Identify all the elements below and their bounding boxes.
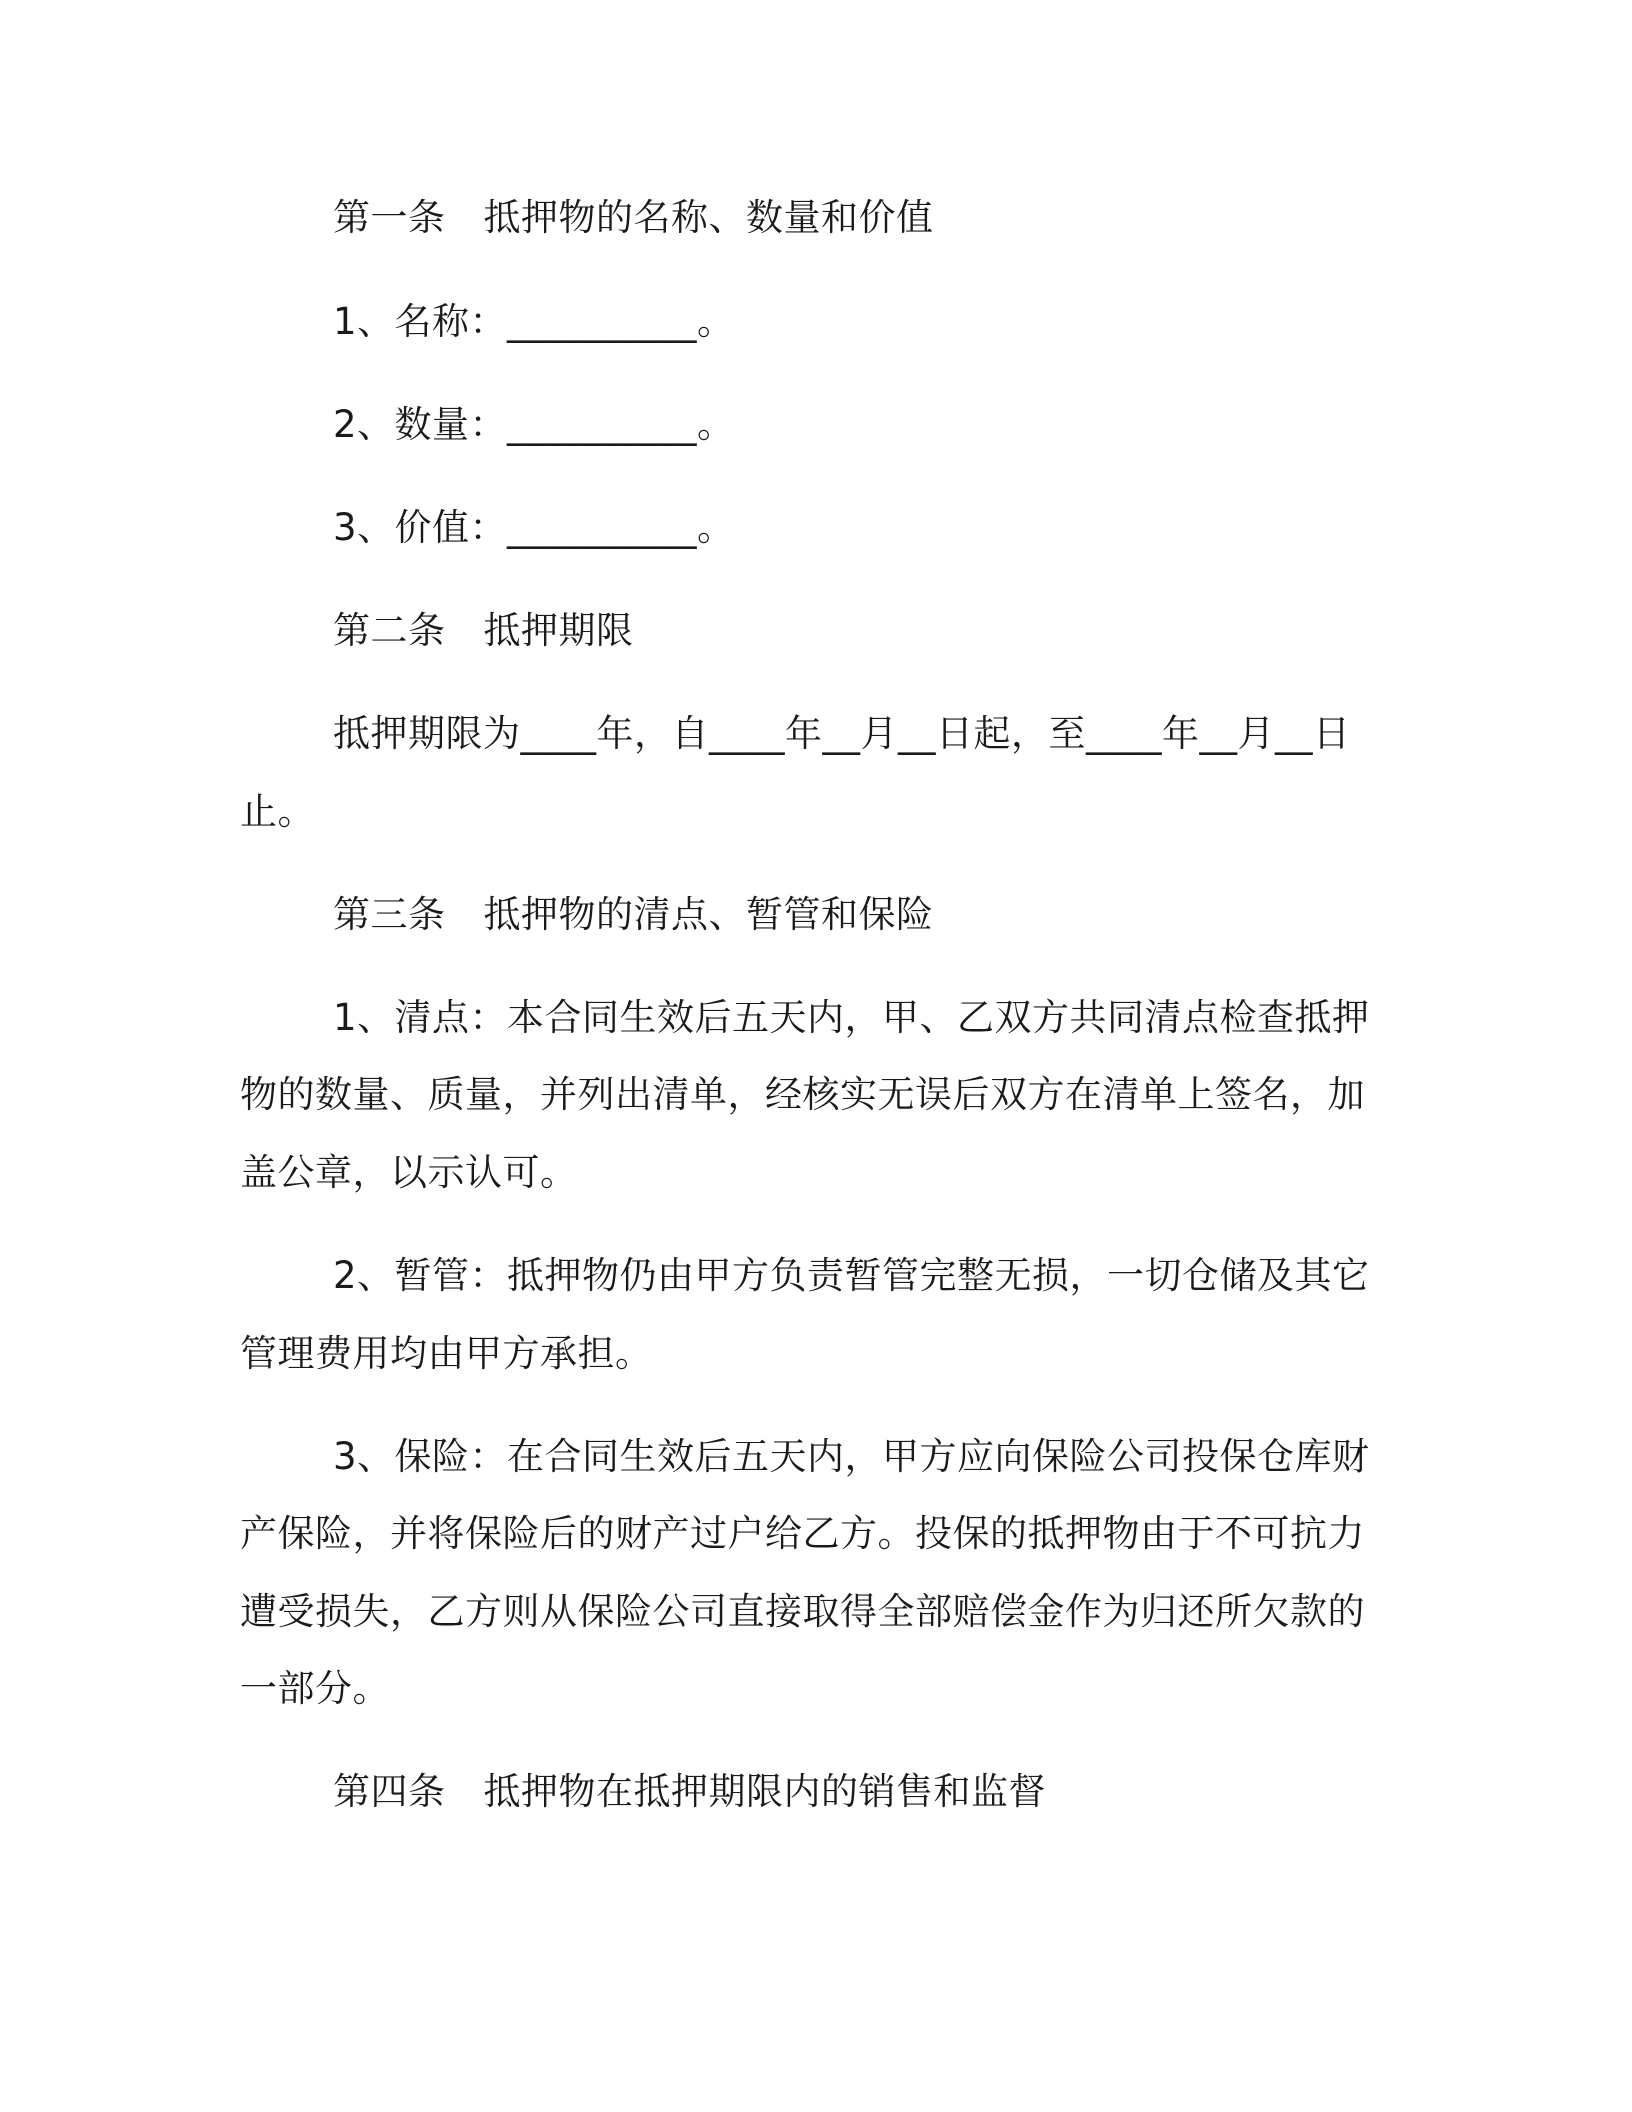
article-2-number: 第二条 <box>333 609 446 652</box>
article-1-heading <box>333 192 934 244</box>
article-2-title: 抵押期限 <box>483 609 634 652</box>
article-3-clause-1-line-3: 盖公章，以示认可。 <box>240 1151 578 1194</box>
article-3-clause-2-line-1: 2、暂管：抵押物仍由甲方负责暂管完整无损，一切仓储及其它 <box>333 1254 1370 1297</box>
article-3-clause-3-line-2: 产保险，并将保险后的财产过户给乙方。投保的抵押物由于不可抗力 <box>240 1512 1365 1555</box>
article-3-clause-1-line-2: 物的数量、质量，并列出清单，经核实无误后双方在清单上签名，加 <box>240 1073 1365 1116</box>
article-1-title: 抵押物的名称、数量和价值 <box>483 196 934 239</box>
article-3-heading <box>333 889 934 941</box>
article-3-clause-2-line-2: 管理费用均由甲方承担。 <box>240 1332 653 1375</box>
article-4-heading <box>333 1766 1046 1818</box>
article-3-clause-3-line-1: 3、保险：在合同生效后五天内，甲方应向保险公司投保仓库财 <box>333 1435 1370 1478</box>
article-2-line-2: 止。 <box>240 790 315 833</box>
article-1-item-quantity: 2、数量：__________。 <box>333 403 735 446</box>
article-4-title: 抵押物在抵押期限内的销售和监督 <box>483 1770 1046 1813</box>
article-1-item-value: 3、价值：__________。 <box>333 506 735 549</box>
article-3-clause-3-line-4: 一部分。 <box>240 1667 390 1710</box>
article-2-line-1: 抵押期限为____年，自____年__月__日起，至____年__月__日 <box>333 712 1351 755</box>
article-2-heading <box>333 605 634 657</box>
article-1-number: 第一条 <box>333 196 446 239</box>
article-4-number: 第四条 <box>333 1770 446 1813</box>
article-1-item-name: 1、名称：__________。 <box>333 300 735 343</box>
article-3-title: 抵押物的清点、暂管和保险 <box>483 893 934 936</box>
article-3-clause-1-line-1: 1、清点：本合同生效后五天内，甲、乙双方共同清点检查抵押 <box>333 996 1370 1039</box>
article-3-number: 第三条 <box>333 893 446 936</box>
article-3-clause-3-line-3: 遭受损失，乙方则从保险公司直接取得全部赔偿金作为归还所欠款的 <box>240 1590 1365 1633</box>
